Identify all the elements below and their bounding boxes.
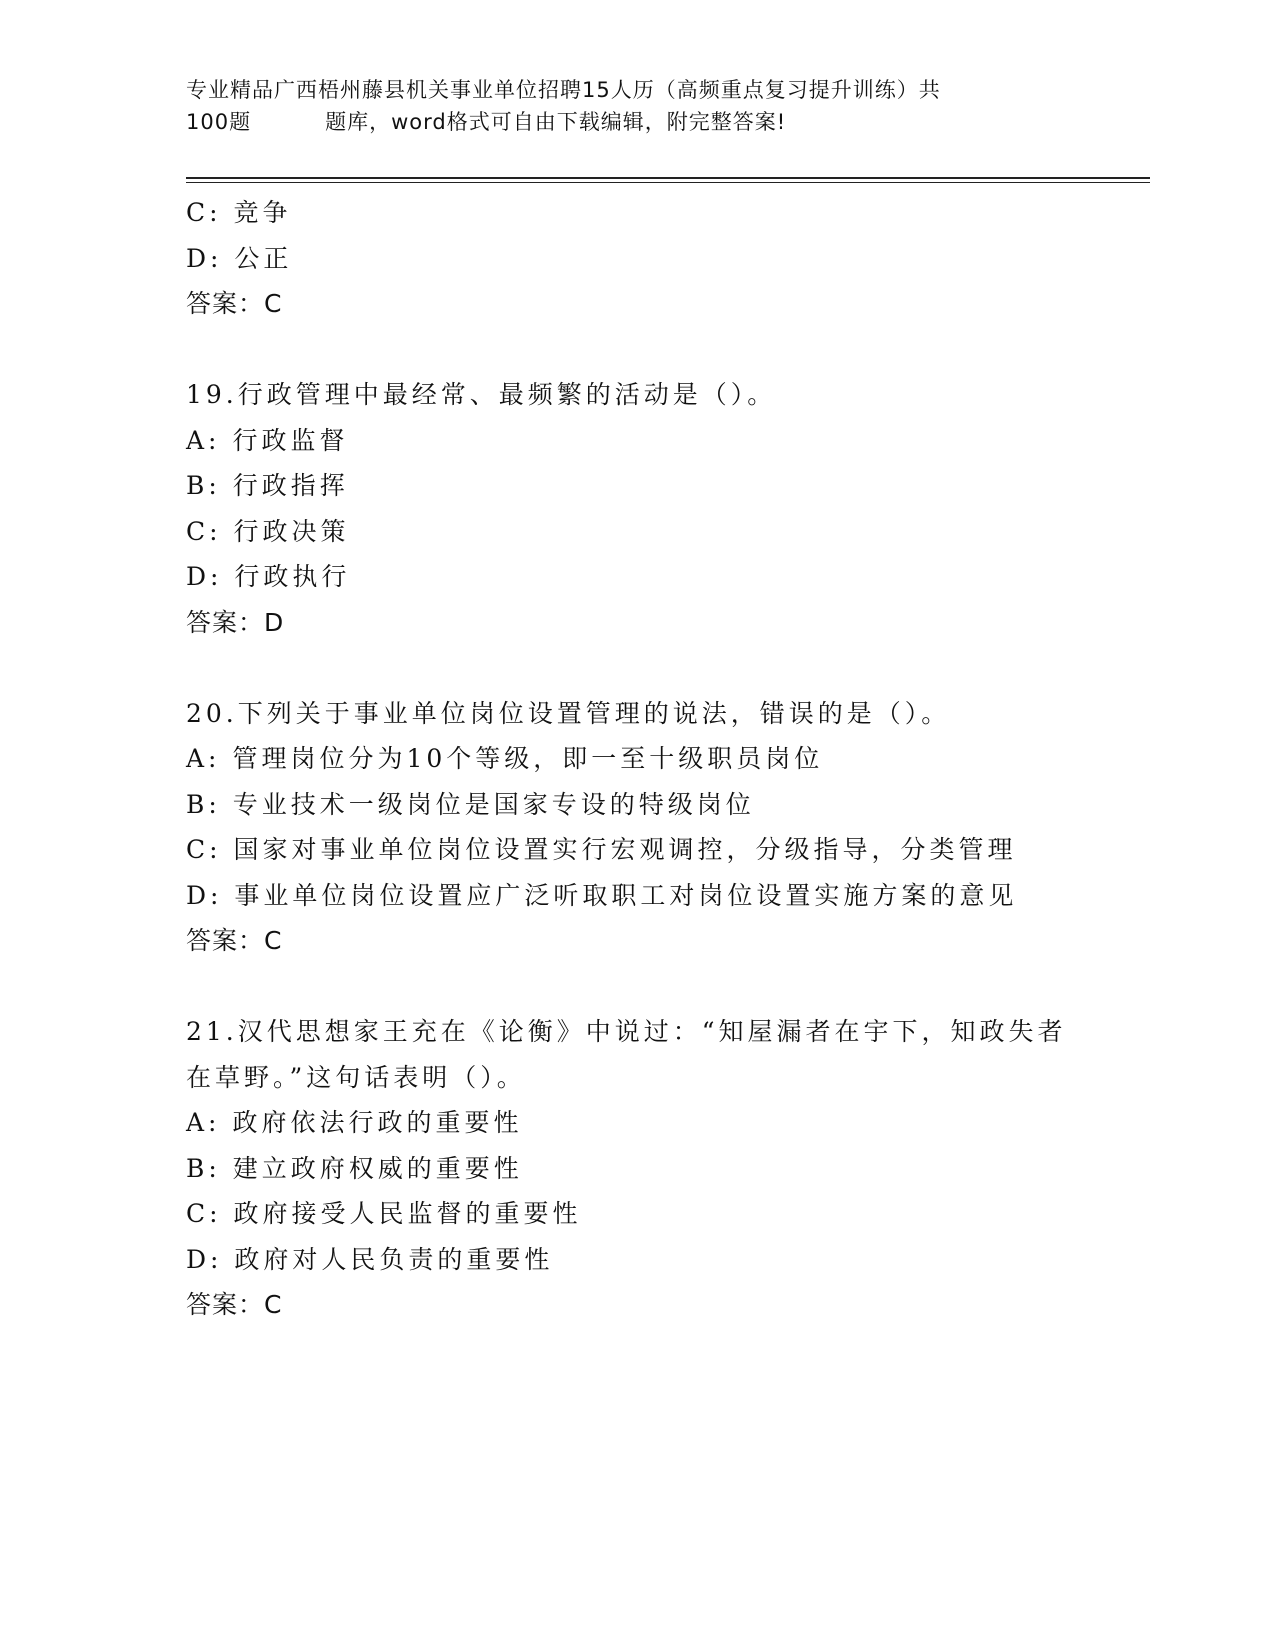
option-label: B: — [186, 471, 221, 500]
question-21-stem — [186, 1009, 1086, 1055]
option-label: D: — [186, 1244, 223, 1274]
answer-line: 答案：C — [186, 1290, 283, 1319]
header-question-count: 100题 — [186, 110, 252, 134]
question-text: 下列关于事业单位岗位设置管理的说法，错误的是（）。 — [237, 698, 951, 728]
option-label: D: — [186, 562, 223, 591]
question-number: 21. — [186, 1017, 238, 1046]
option-label: A: — [186, 744, 221, 773]
option-text: 公正 — [234, 243, 293, 273]
question-number: 19. — [186, 380, 238, 409]
header-divider-thick — [186, 177, 1150, 179]
option-label: C: — [186, 516, 222, 546]
option-label: B: — [186, 1153, 221, 1183]
option-a — [186, 418, 1086, 464]
question-text: 行政管理中最经常、最频繁的活动是（）。 — [237, 380, 777, 409]
option-c — [186, 509, 1086, 555]
header-subtitle: 题库，word格式可自由下载编辑，附完整答案! — [325, 110, 787, 134]
option-d — [186, 873, 1086, 919]
answer-line: 答案：D — [186, 607, 285, 637]
header-title-line-1: 专业精品广西梧州藤县机关事业单位招聘15人历（高频重点复习提升训练）共 — [186, 78, 941, 102]
option-text: 政府对人民负责的重要性 — [234, 1244, 554, 1274]
option-text: 管理岗位分为10个等级，即一至十级职员岗位 — [232, 744, 824, 773]
option-text: 行政指挥 — [232, 471, 349, 500]
option-text: 政府接受人民监督的重要性 — [233, 1199, 582, 1228]
option-d — [186, 1237, 1086, 1283]
option-text: 行政监督 — [232, 425, 349, 455]
option-a — [186, 1100, 1086, 1146]
option-text: 行政执行 — [234, 562, 351, 591]
option-label: D: — [186, 880, 223, 910]
option-b — [186, 1146, 1086, 1192]
option-label: C: — [186, 198, 222, 227]
question-number: 20. — [186, 698, 238, 728]
option-text: 国家对事业单位岗位设置实行宏观调控，分级指导，分类管理 — [233, 835, 1017, 864]
question-content — [186, 190, 1086, 1328]
header-divider-thin — [186, 182, 1150, 183]
option-label: C: — [186, 835, 222, 864]
option-text: 专业技术一级岗位是国家专设的特级岗位 — [232, 789, 755, 819]
option-c — [186, 190, 1086, 236]
option-d — [186, 554, 1086, 600]
option-text: 行政决策 — [233, 516, 350, 546]
option-label: A: — [186, 425, 221, 455]
question-20-stem — [186, 691, 1086, 737]
option-a — [186, 736, 1086, 782]
option-d — [186, 236, 1086, 282]
option-text: 竞争 — [233, 198, 292, 227]
option-text: 政府依法行政的重要性 — [232, 1108, 523, 1137]
option-label: D: — [186, 243, 223, 273]
question-text-line-2: 在草野。”这句话表明（）。 — [186, 1062, 526, 1092]
header-title-line-2 — [186, 106, 1086, 138]
option-label: C: — [186, 1199, 222, 1228]
option-b — [186, 463, 1086, 509]
answer-line: 答案：C — [186, 289, 283, 318]
question-text-line-1: 汉代思想家王充在《论衡》中说过：“知屋漏者在宇下，知政失者 — [237, 1017, 1067, 1046]
question-19-stem — [186, 372, 1086, 418]
option-label: B: — [186, 789, 221, 819]
document-header — [186, 74, 1086, 138]
option-label: A: — [186, 1108, 221, 1137]
option-text: 建立政府权威的重要性 — [232, 1153, 523, 1183]
option-c — [186, 1191, 1086, 1237]
answer-line: 答案：C — [186, 926, 283, 955]
option-c — [186, 827, 1086, 873]
option-b — [186, 782, 1086, 828]
option-text: 事业单位岗位设置应广泛听取职工对岗位设置实施方案的意见 — [234, 880, 1018, 910]
